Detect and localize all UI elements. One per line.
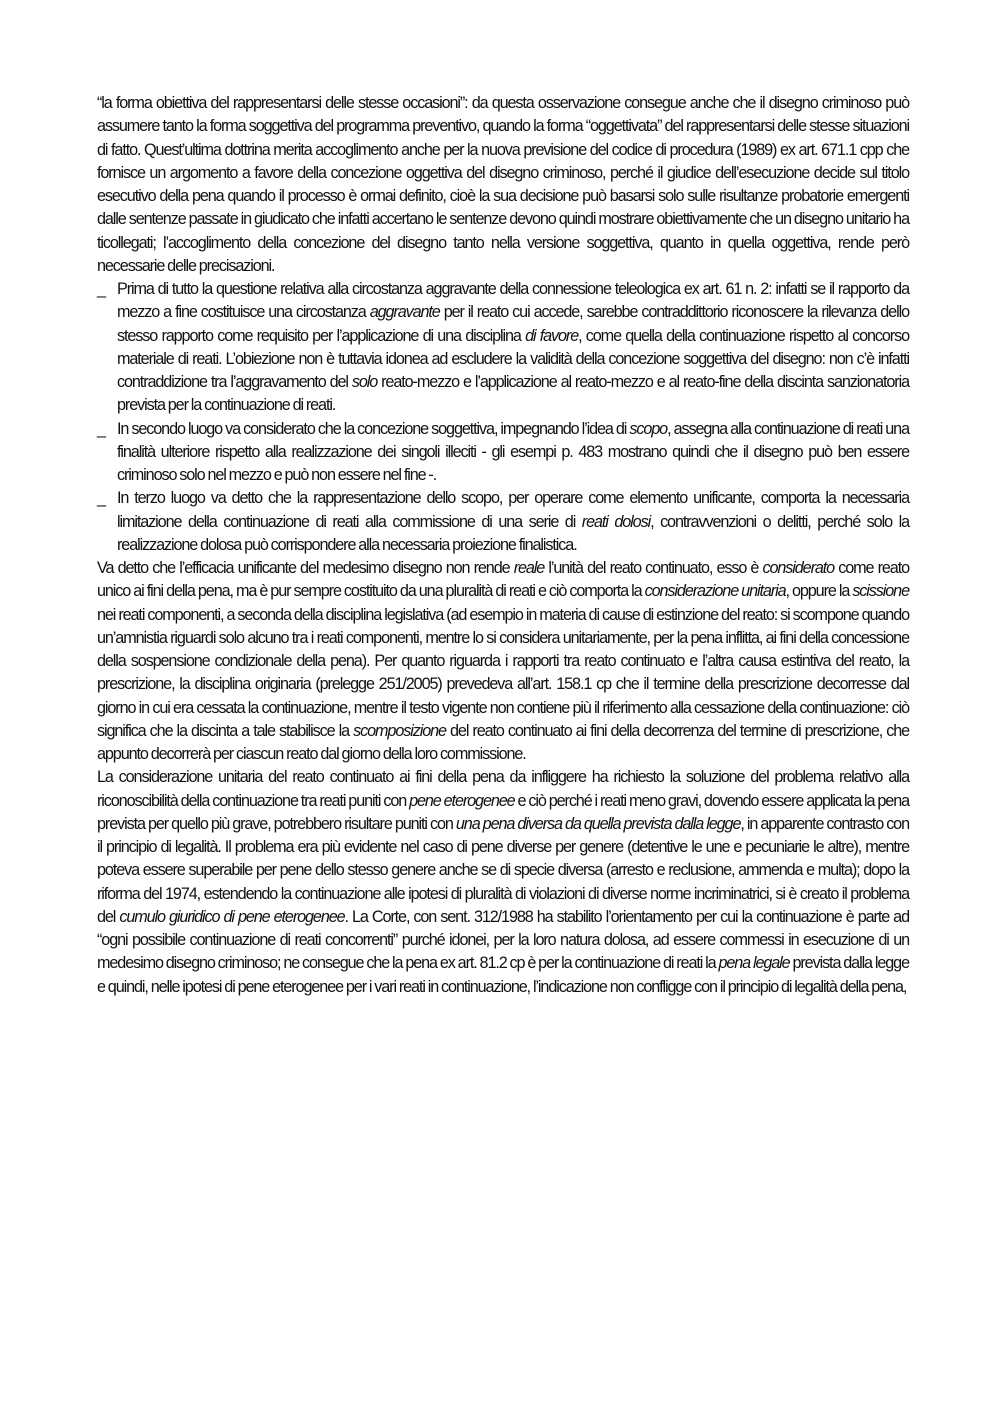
list-item-text: Prima di tutto la questione relativa alla circostanza aggravante della connessione teleologica ex art. 61 n. 2: infatti se il rapporto da mezzo a fine costituisce una circostanza xyxy=(117,280,909,322)
list-dash: _ xyxy=(97,489,105,508)
paragraph-2-text: Va detto che l’efficacia unificante del medesimo disegno non rende xyxy=(97,559,514,577)
italic-term: considerato xyxy=(762,559,835,577)
list-dash: _ xyxy=(97,280,105,298)
document-page xyxy=(97,92,909,999)
italic-term: cumulo giuridico di pene eterogenee xyxy=(119,907,345,926)
paragraph-3-text: . La Corte, con sent. 312/1988 ha stabilito l’orientamento per cui la continuazione è parte ad “ogni possibile continuazione di reati concorrenti” purché idonei, per la loro natura dolosa, ad essere commessi in esecuzione di un medesimo disegno criminoso; ne consegue che la pena ex art. 81.2 cp è per la continuazione di reati la xyxy=(97,907,909,973)
paragraph-3-text: e ciò perché i reati meno gravi, dovendo essere applicata la pena prevista per quello più grave, potrebbero risultare puniti con xyxy=(97,791,910,833)
paragraph-2-text: nei reati componenti, a seconda della disciplina legislativa (ad esempio in materia di cause di estinzione del reato: si scompone quando un’amnistia riguardi solo alcuno tra i reati componenti, mentre lo si considera unitariamente, per la pena inflitta, ai fini della concessione della sospensione condizionale della pena). Per quanto riguarda i rapporti tra reato continuato e l’altra causa estintiva del reato, la prescrizione, la disciplina originaria (prelegge 251/2005) prevedeva all’art. 158.1 cp che il termine della prescrizione decorresse dal giorno in cui era cessata la continuazione, mentre il testo vigente non contiene più il riferimento alla cessazione della continuazione: ciò significa che la discinta a tale stabilisce la xyxy=(97,605,909,740)
paragraph-2 xyxy=(97,557,909,766)
italic-term: solo xyxy=(351,373,378,391)
italic-term: di favore xyxy=(525,326,579,345)
list-item xyxy=(97,487,909,557)
italic-term: reale xyxy=(513,559,545,577)
list-item-text: , assegna alla continuazione di reati una finalità ulteriore rispetto alla realizzazione dei singoli illeciti - gli esempi p. 483 mostrano quindi che il disegno può ben essere criminoso solo nel mezzo e può non essere nel fine -. xyxy=(117,419,909,484)
list-item-text: reato-mezzo e l’applicazione al reato-mezzo e al reato-fine della discinta sanzionatoria prevista per la continuazione di reati. xyxy=(117,373,909,415)
list-item-text: , come quella della continuazione rispetto al concorso materiale di reati. L’obiezione non è tuttavia idonea ad escludere la validità della concezione soggettiva del disegno: non c’è infatti contraddizione tra l’aggravamento del xyxy=(117,326,909,391)
italic-term: scomposizione xyxy=(353,721,446,740)
italic-term: considerazione unitaria xyxy=(644,582,786,601)
italic-term: pena legale xyxy=(718,954,790,973)
list-item-text: , contravvenzioni o delitti, perché solo la realizzazione dolosa può corrispondere alla necessaria proiezione finalistica. xyxy=(117,512,909,554)
italic-term: pene eterogenee xyxy=(409,791,515,810)
italic-term: reati dolosi xyxy=(581,512,651,531)
list-item-text: per il reato cui accede, sarebbe contraddittorio riconoscere la rilevanza dello stesso rapporto come requisito per l’applicazione di una disciplina xyxy=(117,303,909,345)
list-dash: _ xyxy=(97,419,105,438)
italic-term: scissione xyxy=(852,582,909,601)
paragraph-1-text: “la forma obiettiva del rappresentarsi delle stesse occasioni”: da questa osservazione consegue anche che il disegno criminoso può assumere tanto la forma soggettiva del programma preventivo, quando la forma “oggettivata” del rappresentarsi delle stesse situazioni di fatto. Quest’ultima dottrina merita accoglimento anche per la nuova previsione del codice di procedura (1989) ex art. 671.1 cpp che fornisce un argomento a favore della concezione oggettiva del disegno criminoso, perché il giudice dell’esecuzione decide sul titolo esecutivo della pena quando il processo è ormai definito, cioè la sua decisione può basarsi solo sulle risultanze probatorie emergenti dalle sentenze passate in giudicato che infatti accertano le sentenze devono quindi mostrare obiettivamente che un disegno unitario ha ticollegati; l’accoglimento della concezione del disegno tanto nella versione soggettiva, quanto in quella oggettiva, rende però necessarie delle precisazioni. xyxy=(97,94,909,275)
italic-term: aggravante xyxy=(369,303,440,322)
list-item-text: In terzo luogo va detto che la rappresentazione dello scopo, per operare come elemento unificante, comporta la necessaria limitazione della continuazione di reati alla commissione di una serie di xyxy=(117,489,909,531)
italic-term: scopo xyxy=(629,419,668,438)
paragraph-3 xyxy=(97,766,909,999)
paragraph-3-text: La considerazione unitaria del reato continuato ai fini della pena da infliggere ha richiesto la soluzione del problema relativo alla riconoscibilità della continuazione tra reati puniti con xyxy=(97,768,909,810)
italic-term: una pena diversa da quella prevista dalla legge xyxy=(455,814,741,833)
list-item-text: In secondo luogo va considerato che la concezione soggettiva, impegnando l’idea di xyxy=(117,419,630,438)
paragraph-2-text: come reato unico ai fini della pena, ma è pur sempre costituito da una pluralità di reati e ciò comporta la xyxy=(97,559,910,601)
list-item xyxy=(97,278,909,418)
bullet-list xyxy=(97,278,909,557)
paragraph-1 xyxy=(97,92,909,278)
list-item xyxy=(97,418,909,488)
paragraph-2-text: l’unità del reato continuato, esso è xyxy=(544,559,763,577)
paragraph-2-text: , oppure la xyxy=(785,582,853,601)
paragraph-3-text: prevista dalla legge e quindi, nelle ipotesi di pene eterogenee per i vari reati in continuazione, l’indicazione non confligge con il principio di legalità della pena, xyxy=(97,954,909,996)
paragraph-3-text: , in apparente contrasto con il principio di legalità. Il problema era più evidente nel caso di pene diverse per genere (detentive le une e pecuniarie le altre), mentre poteva essere superabile per pene dello stesso genere anche se di specie diversa (arresto e reclusione, ammenda e multa); dopo la riforma del 1974, estendendo la continuazione alle ipotesi di pluralità di violazioni di diverse norme incriminatrici, si è creato il problema del xyxy=(97,814,909,926)
paragraph-2-text: del reato continuato ai fini della decorrenza del termine di prescrizione, che appunto decorrerà per ciascun reato dal giorno della loro commissione. xyxy=(97,721,910,763)
